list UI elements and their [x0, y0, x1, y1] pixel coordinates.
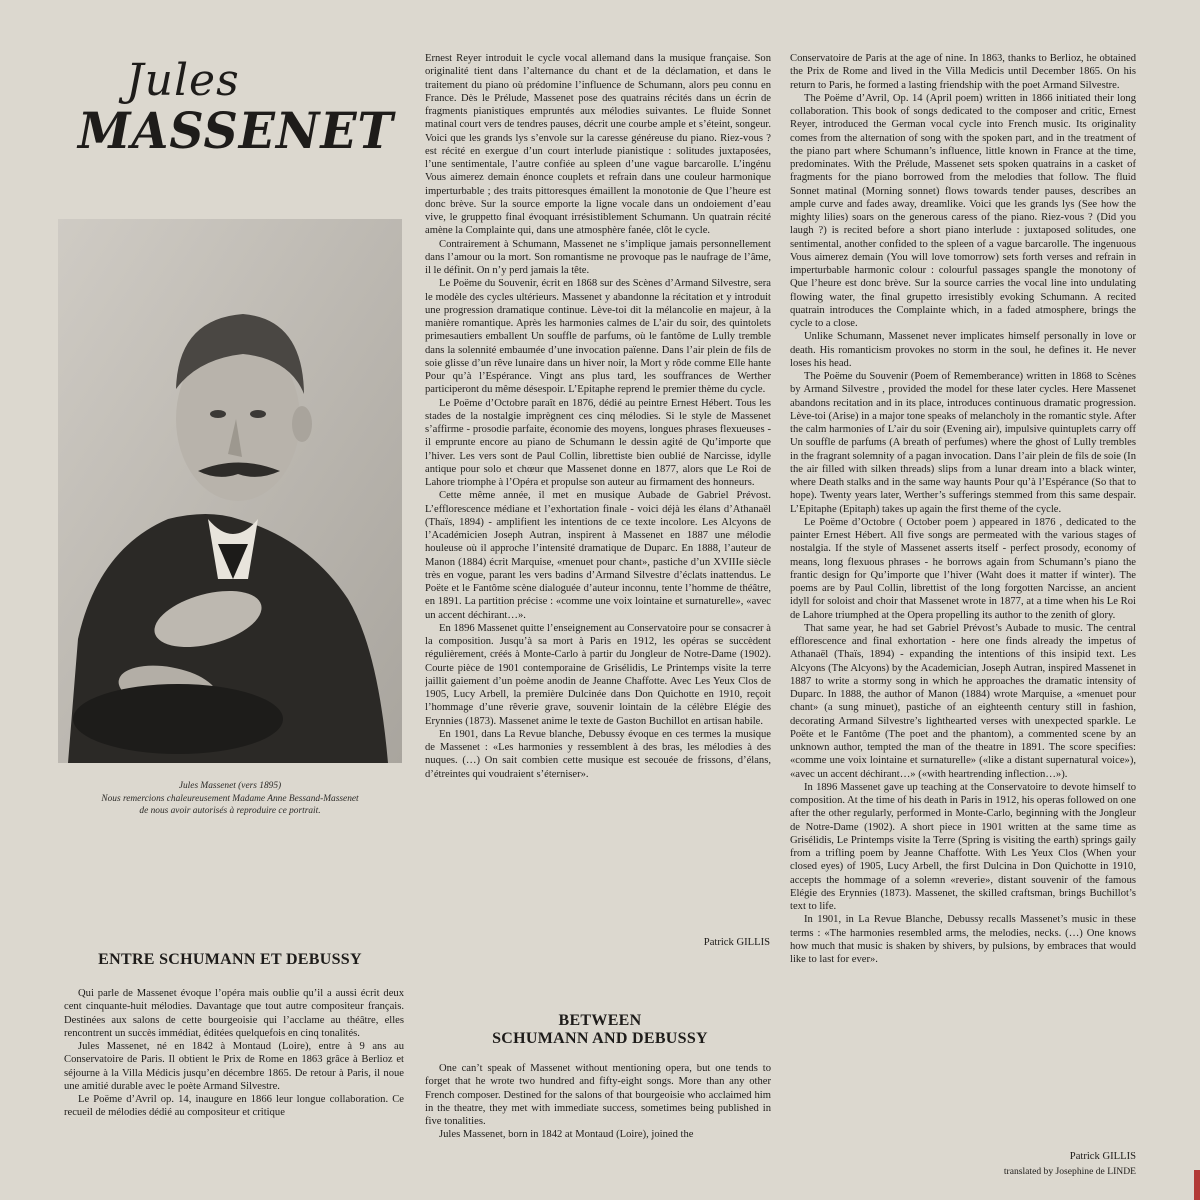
english-heading-line-1: BETWEEN	[558, 1012, 642, 1029]
paragraph: Unlike Schumann, Massenet never implicates himself personally in love or death. His romanticism provokes no storm in the soul, he defines it. He never loses his head.	[790, 331, 1136, 369]
caption-line-2: Nous remercions chaleureusement Madame Anne Bessand-Massenet	[101, 793, 359, 804]
french-text-continued	[425, 52, 771, 952]
sleeve-edge	[1194, 1170, 1200, 1200]
portrait-illustration	[58, 219, 402, 763]
english-heading	[430, 1012, 770, 1048]
paragraph: Le Poëme d’Octobre paraît en 1876, dédié au peintre Ernest Hébert. Tous les stades de la nostalgie imprègnent ces cinq mélodies. Si le style de Massenet s’affirme - prosodie parfaite, économie des moyens, longues phrases flexueuses - il emprunte encore au piano de Schumann le dessin agité de Qu’importe que l’hiver. Les vers sont de Paul Collin, librettiste bien oublié de Narcisse, idylle antique pour solo et chœur que Massenet donne en 1877, alors que Le Roi de Lahore triomphe à l’Opéra et propulse son auteur au firmament des honneurs.	[425, 397, 771, 488]
english-text-column	[425, 1062, 771, 1196]
paragraph: Contrairement à Schumann, Massenet ne s’implique jamais personnellement dans l’amour ou la mort. Son romantisme ne provoque pas le naufrage de l’âme, il le définit. On n’y perd jamais la tête.	[425, 238, 771, 276]
paragraph: Le Poëme d’Avril op. 14, inaugure en 1866 leur longue collaboration. Ce recueil de mélodies dédié au compositeur et critique	[64, 1094, 404, 1119]
translator-credit: translated by Josephine de LINDE	[1003, 1166, 1136, 1177]
paragraph: En 1896 Massenet quitte l’enseignement au Conservatoire pour se consacrer à la composition. Jusqu’à sa mort à Paris en 1912, les opéras se succèdent régulièrement, créés à Monte-Carlo à partir du Jongleur de Notre-Dame (1902). Courte pièce de 1901 contemporaine de Grisélidis, Le Printemps visite la terre jaillit gaiement d’un poème anodin de Jeanne Chaffotte. Avec Les Yeux Clos de 1905, Lucy Arbell, la première Dulcinée dans Don Quichotte en 1910, reçoit l’hommage d’une rêverie grave, souvenir lointain de la célèbre Elégie des Erynnies (1873). Massenet anime le texte de Gaston Buchillot en artisan habile.	[425, 622, 771, 727]
paragraph: Conservatoire de Paris at the age of nine. In 1863, thanks to Berlioz, he obtained the Prix de Rome and lived in the Villa Medicis until December 1865. On his return to Paris, he formed a lasting friendship with the poet Armand Silvestre.	[790, 53, 1136, 91]
paragraph: Jules Massenet, né en 1842 à Montaud (Loire), entre à 9 ans au Conservatoire de Paris. Il obtient le Prix de Rome en 1863 grâce à Berlioz et séjourne à la Villa Médicis jusqu’en décembre 1865. De retour à Paris, il noue une amitié durable avec le poète Armand Silvestre.	[64, 1041, 404, 1092]
portrait-caption	[60, 780, 400, 818]
french-heading: ENTRE SCHUMANN ET DEBUSSY	[98, 951, 362, 968]
french-signature: Patrick GILLIS	[703, 937, 770, 948]
composer-logo	[78, 55, 398, 165]
paragraph: Cette même année, il met en musique Aubade de Gabriel Prévost. L’efflorescence médiane et l’exhortation finale - voici déjà les élans d’Athanaël (Thaïs, 1894) - amplifient les intentions de ce texte incolore. Les Alcyons de l’Académicien Joseph Autran, inspirent à Massenet en 1887 une mélodie houleuse où il approche l’intensité dramatique de Duparc. En 1888, l’auteur de Manon (1884) écrit Marquise, «menuet pour chant», pastiche d’un XVIIIe siècle très en vogue, parant les vers badins d’Armand Silvestre d’éclats inattendus. Le Poëte et le Fantôme scène dialoguée d’auteur inconnu, tente l’homme de théâtre, en 1891. La partition précise : «comme une voix lointaine et surnaturelle», «avec un accent déchirant…».	[425, 490, 771, 621]
paragraph: The Poëme d’Avril, Op. 14 (April poem) written in 1866 initiated their long collaboration. This book of songs dedicated to the composer and critic, Ernest Reyer, introduced the German vocal cycle into French music. Its originality comes from the alternation of song with the spoken part, and in the treatment of the piano part where Schumann’s influence, little known in France at the time, predominates. With the Prélude, Massenet sets spoken quatrains in a casket of fragments for the piano borrowed from the melodies that follow. The fluid Sonnet matinal (Morning sonnet) flows towards tender pauses, describes an ample curve and fades away, dreamlike. Voici que les grands lys (See how the mighty lilies) soars on the generous caress of the piano. Riez-vous ? (Did you laugh ?) is recited before a short piano interlude : juxtaposed solitudes, one sentimental, another confided to the spleen of a vague barcarolle. The ingenuous Vous aimerez demain (You will love tomorrow) sets forth verses and refrain in imperturbable harmonic colour : colourful passages spangle the monotony of Que l’heure est donc brève. Sur la source carries the vocal line into undulating flowing water, the final grupetto irresistibly evoking Schumann. A recited quatrain introduces the Complainte which, in a faded atmosphere, brings the cycle to a close.	[790, 92, 1136, 329]
paragraph: One can’t speak of Massenet without mentioning opera, but one tends to forget that he wrote two hundred and fifty-eight songs. More than any other French composer. Destined for the salons of that bourgeoisie who acclaimed him in the theatre, they met with immediate success, sometimes being published in five tonalities.	[425, 1063, 771, 1127]
english-heading-line-2: SCHUMANN AND DEBUSSY	[492, 1030, 708, 1047]
portrait-photo	[58, 219, 402, 763]
paragraph: Jules Massenet, born in 1842 at Montaud (Loire), joined the	[439, 1129, 694, 1141]
paragraph: In 1901, in La Revue Blanche, Debussy recalls Massenet’s music in these terms : «The harmonies resembled arms, the melodies, necks. (…) One knows how much that music is shaken by shivers, by pulsions, by embraces that would like to last for ever».	[790, 914, 1136, 965]
english-text-continued	[790, 52, 1136, 1170]
paragraph: Qui parle de Massenet évoque l’opéra mais oublie qu’il a aussi écrit deux cent cinquante-huit mélodies. Davantage que tout autre compositeur français. Destinées aux salons de cette bourgeoisie qui l’acclame au théâtre, elles rencontrent un succès immédiat, éditées quelquefois en cinq tonalités.	[64, 988, 404, 1039]
paragraph: That same year, he had set Gabriel Prévost’s Aubade to music. The central efflorescence and final exhortation - here one finds already the impetus of Athanaël (Thaïs, 1894) - expanding the intentions of this insipid text. Les Alcyons (The Alcyons) by the Academician, Joseph Autran, inspired Massenet in 1887 to write a stormy song in which he approaches the dramatic intensity of Duparc. In 1888, the author of Manon (1884) wrote Marquise, a «menuet pour chant» (a sung minuet), pastiche of an eighteenth century still in fashion, decorating Armand Silvestre’s lighthearted verses with unexpected sparkle. Le Poëte et le Fantôme (The poet and the phantom), a commented scene by an unknown author, tempted the man of the theatre in 1891. The score specifies: «comme une voix lointaine et surnaturelle» («like a distant supernatural voice»), «avec un accent déchirant…» («with heartrending inflection…»).	[790, 622, 1136, 780]
logo-first-name: Jules	[126, 55, 240, 106]
caption-line-3: de nous avoir autorisés à reproduire ce portrait.	[139, 806, 321, 816]
paragraph: Ernest Reyer introduit le cycle vocal allemand dans la musique française. Son originalité tient dans l’alternance du chant et de la déclamation, et dans le traitement du piano où prédomine l’influence de Schumann, alors peu connu en France. Dès le Prélude, Massenet pose des quatrains récités dans un écrin de fragments pianistiques empruntés aux mélodies suivantes. Le fluide Sonnet matinal court vers de tendres pauses, décrit une courbe ample et s’éteint, songeur. Voici que les grands lys s’envole sur la caresse généreuse du piano. Riez-vous ? est récité en exergue d’un court interlude pianistique : solitudes juxtaposées, l’une sentimentale, l’autre confiée au spleen d’une vague barcarolle. L’ingénu Vous aimerez demain énonce couplets et refrain dans une couleur harmonique imperturbable ; des traits pittoresques émaillent la monotonie de Que l’heure est donc brève. Sur la source emporte la ligne vocale dans un ondoiement d’eau vive, le gruppetto final évoquant irrésistiblement Schumann. Un quatrain récité amène la Complainte qui, dans une atmosphère fanée, clôt le cycle.	[425, 53, 771, 237]
english-signature: Patrick GILLIS	[1069, 1151, 1136, 1162]
paragraph: Le Poëme du Souvenir, écrit en 1868 sur des Scènes d’Armand Silvestre, sera le modèle des cycles ultérieurs. Massenet y abandonne la récitation et y introduit une progression dramatique continue. Lève-toi dit la mélancolie en majeur, à la manière romantique. Après les harmonies calmes de L’air du soir, des quintolets primesautiers emballent Un souffle de parfums, où le fantôme de Lully tremble dans la solennité embaumée d’une invocation païenne. Dans l’air plein de fils de soie glisse d’un rêve lunaire dans un hiver noir, la Mort y rôde comme Elle hante Pour qu’à l’Espérance. Vingt ans plus tard, les souffrances de Werther participeront du même désespoir. L’Epitaphe reprend le premier thème du cycle.	[425, 278, 771, 396]
caption-line-1: Jules Massenet (vers 1895)	[178, 781, 282, 791]
paragraph: En 1901, dans La Revue blanche, Debussy évoque en ces termes la musique de Massenet : «Les harmonies y ressemblent à des bras, les mélodies à des nuques. (…) On sait combien cette musique est secouée de frissons, d’élans, d’étreintes qui voudraient s’éterniser».	[425, 728, 771, 780]
paragraph: In 1896 Massenet gave up teaching at the Conservatoire to devote himself to composition. At the time of his death in Paris in 1912, his operas followed on one after the other regularly, performed in Monte-Carlo, beginning with the Jongleur de Notre-Dame (1902). A short piece in 1901 written at the same time as Grisélidis, Le Printemps visite la Terre (Spring is visiting the earth) springs gaily from a trifling poem by Jeanne Chaffotte. With Les Yeux Clos (When your closed eyes) of 1905, Lucy Arbell, the first Dulcina in Don Quichotte in 1910, accepts the hommage of a solemn «reverie», distant souvenir of the famous Elégie des Erynnies (1873). Massenet, the skilled craftsman, brings Buchillot’s text to life.	[790, 781, 1136, 912]
logo-last-name: MASSENET	[78, 101, 394, 160]
paragraph: The Poëme du Souvenir (Poem of Rememberance) written in 1868 to Scènes by Armand Silvestre , provided the model for these later cycles. Here Massenet abandons recitation and in its place, introduces continuous dramatic progression. Lève-toi (Arise) in a major tone speaks of melancholy in the romantic style. After the calm harmonies of L’air du soir (Evening air), impulsive quintuplets carry off Un souffle de parfums (A breath of perfumes) where the ghost of Lully trembles in the fragrant solemnity of a pagan invocation. Dans l’air plein de fils de soie (In the air filled with silken threads) slips from a lunar dream into a black winter, where Death stalks and in the same way haunts Pour qu’à l’Espérance (So that to hope). Twenty years later, Werther’s sufferings stemmed from this same despair. L’Epitaphe (Epitaph) takes up again the first theme of the cycle.	[790, 371, 1136, 515]
french-text-column	[64, 987, 404, 1191]
paragraph: Le Poëme d’Octobre ( October poem ) appeared in 1876 , dedicated to the painter Ernest Hébert. All five songs are permeated with the various stages of nostalgia. If the style of Massenet asserts itself - perfect prosody, economy of means, long flexuous phrases - he borrows again from Schumann’s piano the frantic design for Qu’importe que l’hiver (Waht does it matter if winter). The poems are by Paul Collin, librettist of the long forgotten Narcisse, an ancient idyll for soloist and choir that Massenet wrote in 1877, at a time when his Le Roi de Lahore triumphed at the Opera propelling its author to the zenith of glory.	[790, 516, 1136, 621]
